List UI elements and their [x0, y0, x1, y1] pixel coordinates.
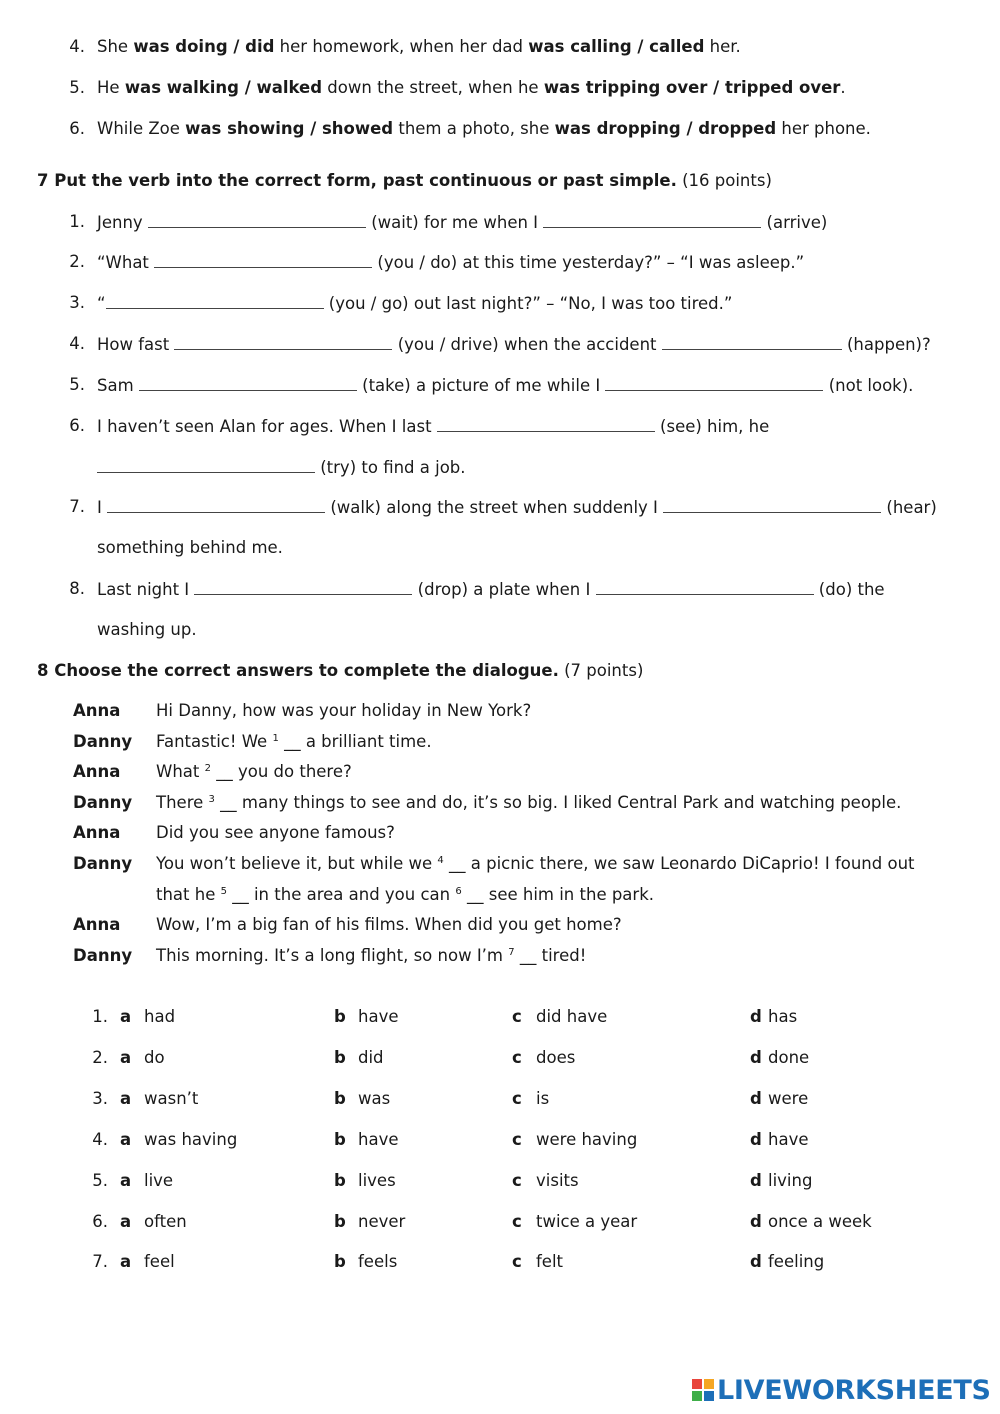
- answer-blank[interactable]: [596, 579, 814, 595]
- option-text: living: [768, 1171, 813, 1190]
- option-a[interactable]: [120, 1212, 187, 1232]
- option-c[interactable]: [512, 1212, 637, 1232]
- option-b[interactable]: [334, 1130, 399, 1150]
- option-text: visits: [536, 1171, 579, 1190]
- option-letter: c: [512, 1007, 522, 1026]
- option-letter: b: [334, 1130, 346, 1149]
- gap-number: 5: [220, 886, 227, 897]
- option-number: 3.: [92, 1089, 108, 1108]
- option-text: do: [144, 1048, 165, 1067]
- option-number: 5.: [92, 1171, 108, 1190]
- option-c[interactable]: [512, 1007, 607, 1027]
- option-number: 1.: [92, 1007, 108, 1026]
- verb-choice[interactable]: was doing / did: [133, 37, 275, 56]
- dialogue-text: You won’t believe it, but while we $^4$ __ a picnic there, we saw Leonardo DiCaprio! I found out: [156, 854, 915, 873]
- option-letter: a: [120, 1007, 132, 1026]
- answer-blank[interactable]: [154, 252, 372, 268]
- speaker-name: Anna: [73, 915, 121, 934]
- dialogue-text: Hi Danny, how was your holiday in New York?: [156, 701, 532, 720]
- option-number: 7.: [92, 1252, 108, 1271]
- speaker-name: Danny: [73, 793, 133, 812]
- option-text: have: [768, 1130, 809, 1149]
- option-a[interactable]: [120, 1048, 165, 1068]
- option-letter: c: [512, 1048, 522, 1067]
- option-c[interactable]: [512, 1130, 637, 1150]
- option-d[interactable]: [750, 1089, 808, 1109]
- verb-choice[interactable]: was calling / called: [528, 37, 705, 56]
- option-c[interactable]: [512, 1252, 563, 1272]
- section8-heading: 8 Choose the correct answers to complete the dialogue. (7 points): [37, 661, 644, 680]
- option-letter: b: [334, 1048, 346, 1067]
- gap-number: 6: [455, 886, 462, 897]
- option-letter: d: [750, 1089, 762, 1108]
- option-d[interactable]: [750, 1048, 809, 1068]
- option-b[interactable]: [334, 1171, 396, 1191]
- option-b[interactable]: [334, 1212, 405, 1232]
- answer-blank[interactable]: [174, 334, 392, 350]
- option-letter: a: [120, 1212, 132, 1231]
- option-text: was: [358, 1089, 391, 1108]
- option-letter: b: [334, 1171, 346, 1190]
- answer-blank[interactable]: [662, 334, 842, 350]
- speaker-name: Danny: [73, 732, 133, 751]
- option-text: were having: [536, 1130, 638, 1149]
- gap-number: 2: [204, 763, 211, 774]
- gap-number: 3: [208, 794, 215, 805]
- option-text: feels: [358, 1252, 398, 1271]
- exercise-item-continued: (try) to find a job.: [97, 457, 466, 478]
- option-text: never: [358, 1212, 406, 1231]
- option-d[interactable]: [750, 1171, 812, 1191]
- option-number: 2.: [92, 1048, 108, 1067]
- option-letter: b: [334, 1007, 346, 1026]
- option-text: have: [358, 1007, 399, 1026]
- option-b[interactable]: [334, 1007, 399, 1027]
- option-d[interactable]: [750, 1252, 824, 1272]
- verb-choice[interactable]: was dropping / dropped: [554, 119, 777, 138]
- option-letter: a: [120, 1171, 132, 1190]
- answer-blank[interactable]: [97, 457, 315, 473]
- option-letter: d: [750, 1212, 762, 1231]
- option-text: often: [144, 1212, 187, 1231]
- option-number: 4.: [92, 1130, 108, 1149]
- option-letter: b: [334, 1252, 346, 1271]
- option-letter: c: [512, 1171, 522, 1190]
- option-letter: c: [512, 1252, 522, 1271]
- option-b[interactable]: [334, 1252, 397, 1272]
- option-a[interactable]: [120, 1171, 173, 1191]
- verb-choice[interactable]: was tripping over / tripped over: [543, 78, 841, 97]
- option-b[interactable]: [334, 1089, 390, 1109]
- option-letter: d: [750, 1130, 762, 1149]
- option-letter: d: [750, 1171, 762, 1190]
- option-d[interactable]: [750, 1130, 809, 1150]
- option-letter: d: [750, 1048, 762, 1067]
- option-letter: b: [334, 1212, 346, 1231]
- option-text: did: [358, 1048, 384, 1067]
- option-text: had: [144, 1007, 176, 1026]
- option-text: feeling: [768, 1252, 825, 1271]
- option-text: did have: [536, 1007, 608, 1026]
- option-text: were: [768, 1089, 809, 1108]
- option-text: wasn’t: [144, 1089, 199, 1108]
- option-text: is: [536, 1089, 550, 1108]
- dialogue-text: What $^2$ __ you do there?: [156, 762, 352, 781]
- liveworksheets-logo: LIVEWORKSHEETS: [692, 1374, 991, 1406]
- dialogue-text: Fantastic! We $^1$ __ a brilliant time.: [156, 732, 432, 751]
- answer-blank[interactable]: [106, 293, 324, 309]
- option-text: was having: [144, 1130, 238, 1149]
- dialogue-text: Did you see anyone famous?: [156, 823, 395, 842]
- gap-number: 4: [437, 855, 444, 866]
- option-a[interactable]: [120, 1007, 175, 1027]
- option-c[interactable]: [512, 1048, 575, 1068]
- option-a[interactable]: [120, 1252, 175, 1272]
- speaker-name: Danny: [73, 854, 133, 873]
- verb-choice[interactable]: was walking / walked: [124, 78, 323, 97]
- dialogue-text: Wow, I’m a big fan of his films. When did you get home?: [156, 915, 622, 934]
- option-text: has: [768, 1007, 798, 1026]
- gap-number: 1: [272, 733, 279, 744]
- item-number: 6.: [69, 119, 85, 138]
- verb-choice[interactable]: was showing / showed: [185, 119, 394, 138]
- option-d[interactable]: [750, 1007, 797, 1027]
- speaker-name: Anna: [73, 762, 121, 781]
- option-text: twice a year: [536, 1212, 638, 1231]
- option-text: does: [536, 1048, 576, 1067]
- option-c[interactable]: [512, 1171, 579, 1191]
- option-letter: b: [334, 1089, 346, 1108]
- dialogue-text: that he $^5$ __ in the area and you can $^6$ __ see him in the park.: [156, 885, 655, 904]
- logo-blocks-icon: [692, 1379, 714, 1401]
- option-letter: a: [120, 1252, 132, 1271]
- gap-number: 7: [508, 947, 515, 958]
- option-text: once a week: [768, 1212, 872, 1231]
- answer-blank[interactable]: [663, 497, 881, 513]
- option-text: lives: [358, 1171, 396, 1190]
- answer-blank[interactable]: [148, 212, 366, 228]
- exercise-item-continued: washing up.: [97, 620, 197, 639]
- option-text: live: [144, 1171, 174, 1190]
- option-a[interactable]: [120, 1089, 198, 1109]
- option-letter: d: [750, 1252, 762, 1271]
- option-a[interactable]: [120, 1130, 237, 1150]
- option-letter: c: [512, 1130, 522, 1149]
- option-letter: c: [512, 1089, 522, 1108]
- option-letter: a: [120, 1130, 132, 1149]
- option-number: 6.: [92, 1212, 108, 1231]
- option-b[interactable]: [334, 1048, 384, 1068]
- answer-blank[interactable]: [107, 497, 325, 513]
- speaker-name: Anna: [73, 701, 121, 720]
- item-number: 4.: [69, 37, 85, 56]
- option-d[interactable]: [750, 1212, 872, 1232]
- answer-blank[interactable]: [543, 212, 761, 228]
- option-text: done: [768, 1048, 810, 1067]
- speaker-name: Danny: [73, 946, 133, 965]
- answer-blank[interactable]: [194, 579, 412, 595]
- item-number: 5.: [69, 78, 85, 97]
- exercise-item-continued: something behind me.: [97, 538, 283, 557]
- option-text: feel: [144, 1252, 175, 1271]
- answer-blank[interactable]: [139, 375, 357, 391]
- option-text: felt: [536, 1252, 564, 1271]
- option-letter: a: [120, 1048, 132, 1067]
- section7-heading: 7 Put the verb into the correct form, past continuous or past simple. (16 points): [37, 171, 772, 190]
- option-letter: a: [120, 1089, 132, 1108]
- option-letter: c: [512, 1212, 522, 1231]
- option-c[interactable]: [512, 1089, 549, 1109]
- speaker-name: Anna: [73, 823, 121, 842]
- answer-blank[interactable]: [437, 416, 655, 432]
- option-letter: d: [750, 1007, 762, 1026]
- dialogue-text: This morning. It’s a long flight, so now I’m $^7$ __ tired!: [156, 946, 587, 965]
- answer-blank[interactable]: [605, 375, 823, 391]
- dialogue-text: There $^3$ __ many things to see and do, it’s so big. I liked Central Park and watching people.: [156, 793, 902, 812]
- option-text: have: [358, 1130, 399, 1149]
